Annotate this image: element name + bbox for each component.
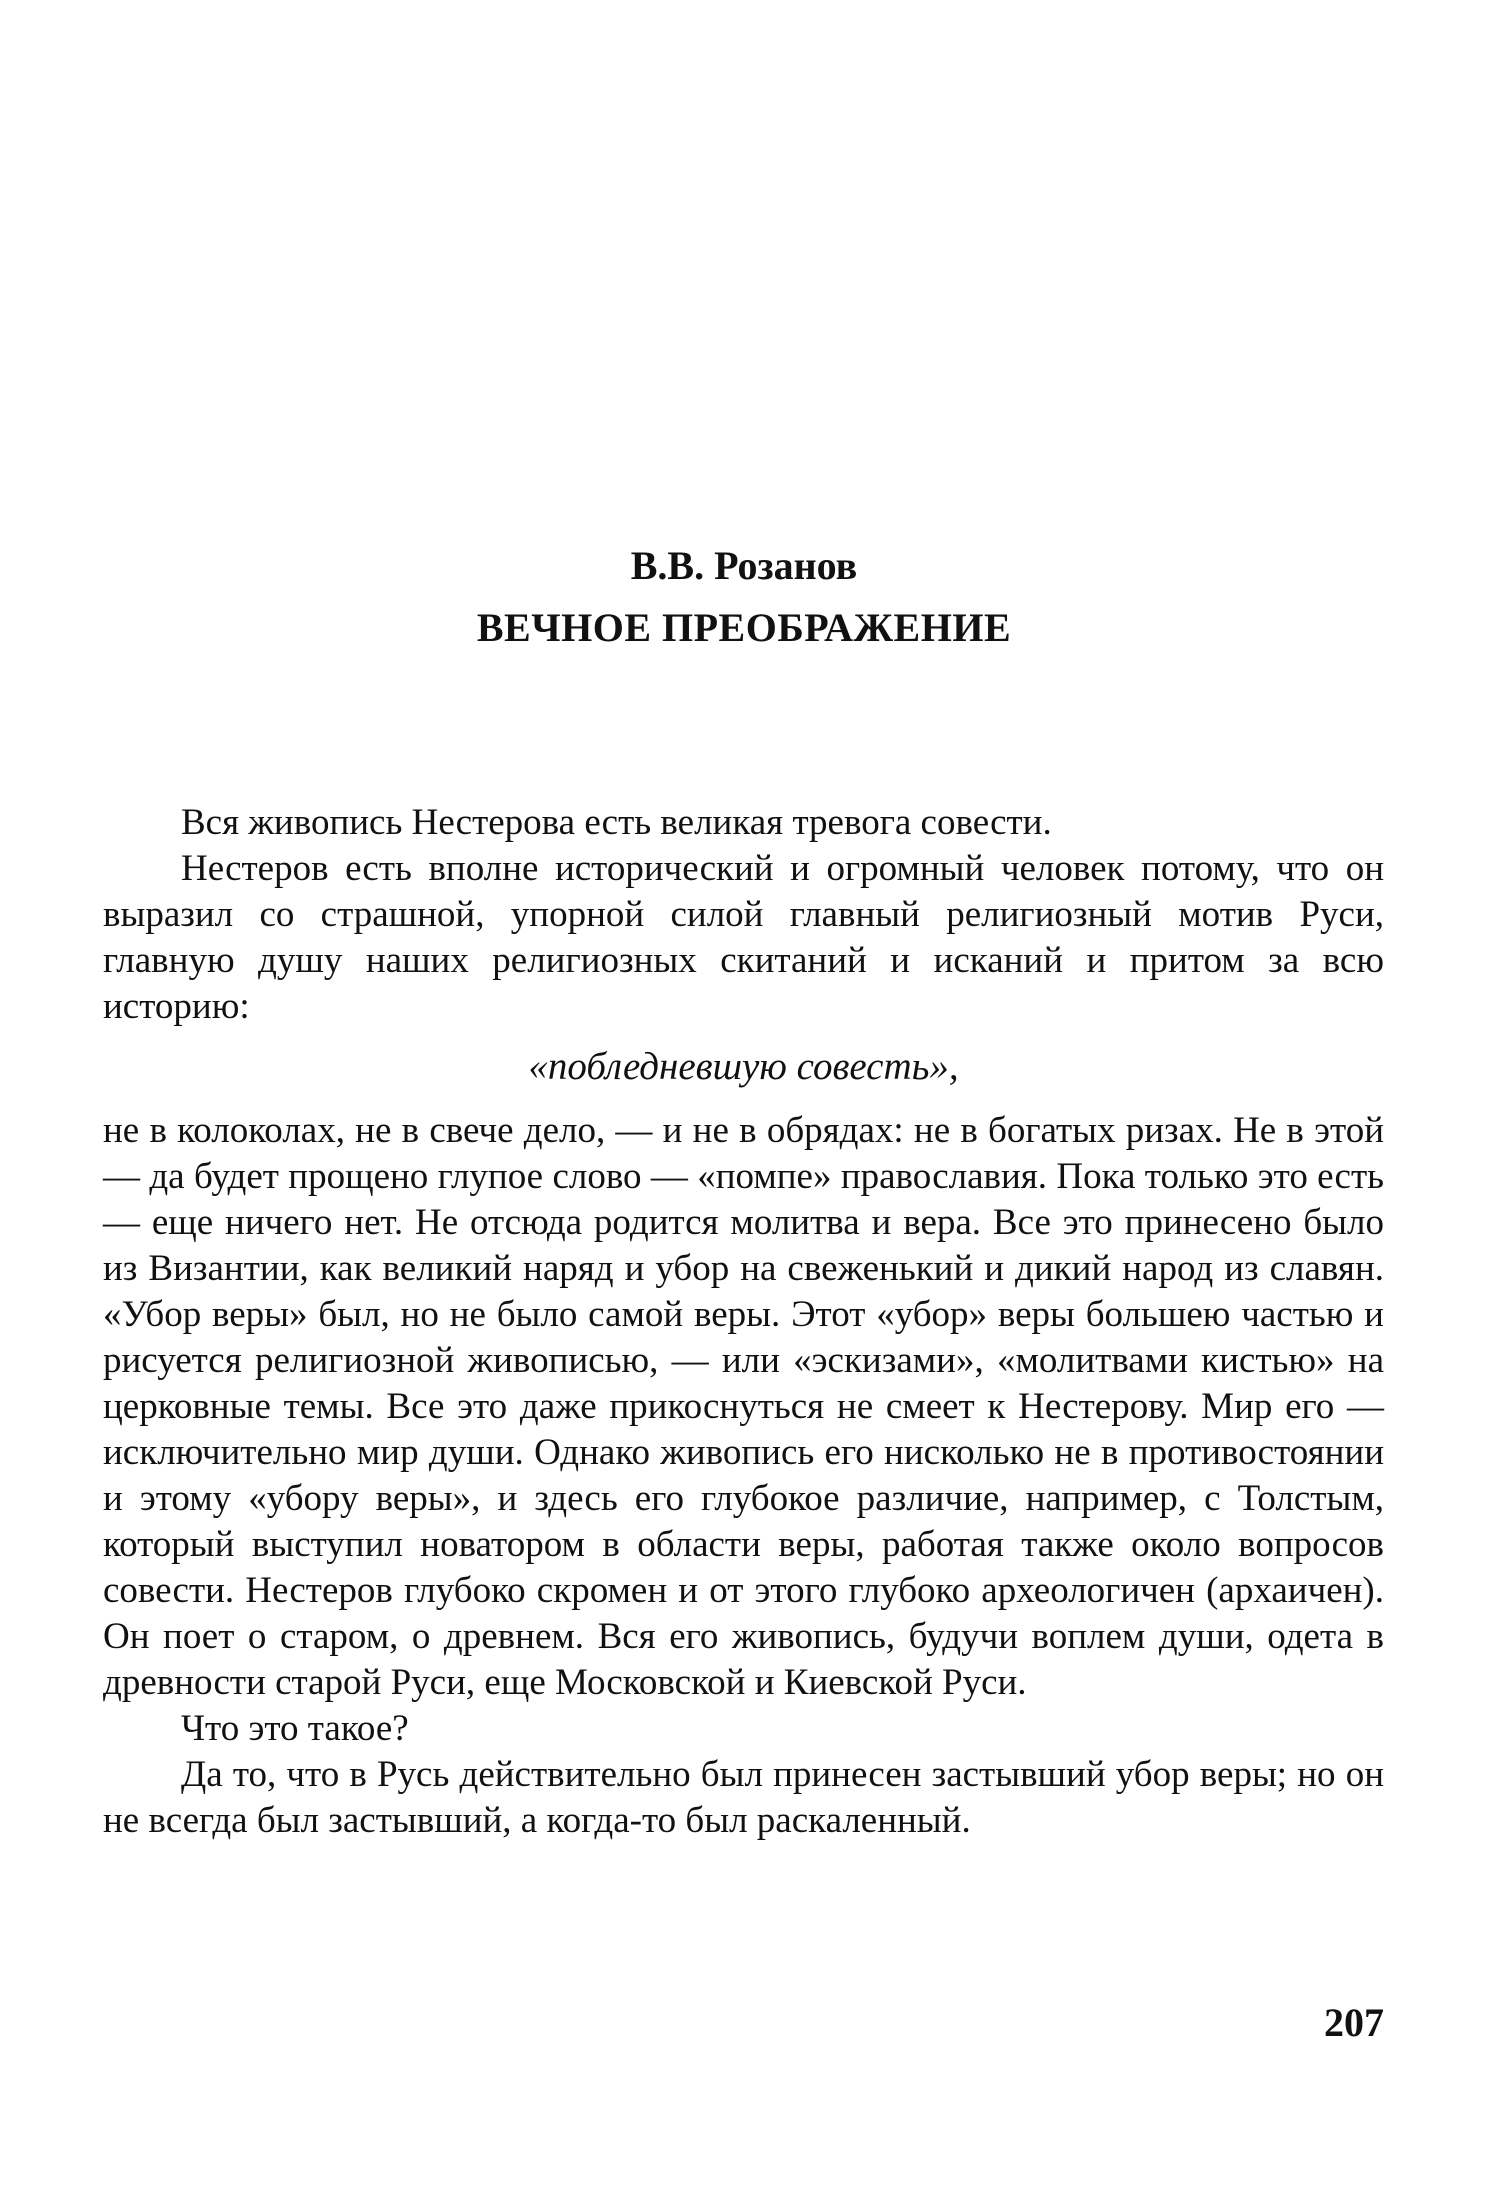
essay-body <box>103 800 1384 1844</box>
page-number: 207 <box>1324 2000 1384 2045</box>
italic-quote: «побледневшую совесть», <box>528 1045 959 1088</box>
author-name: В.В. Розанов <box>630 543 858 588</box>
paragraph: не в колоколах, не в свече дело, — и не в обрядах: не в богатых ризах. Не в этой — да будет прощено глупое слово — «помпе» православия. Пока только это есть — еще ничего нет. Не отсюда родится молитва и вера. Все это принесено было из Византии, как великий наряд и убор на свеженький и дикий народ из славян. «Убор веры» был, но не было самой веры. Этот «убор» веры большею частью и рисуется религиозной живописью, — или «эскизами», «молитвами кистью» на церковные темы. Все это даже прикоснуться не смеет к Нестерову. Мир его — исключительно мир души. Однако живопись его нисколько не в противостоянии и этому «убору веры», и здесь его глубокое различие, например, с Толстым, который выступил новатором в области веры, работая также около вопросов совести. Нестеров глубоко скромен и от этого глубоко археологичен (архаичен). Он поет о старом, о древнем. Вся его живопись, будучи воплем души, одета в древности старой Руси, еще Московской и Киевской Руси. <box>103 1110 1384 1703</box>
paragraph: Вся живопись Нестерова есть великая тревога совести. <box>181 802 1052 843</box>
paragraph: Нестеров есть вполне исторический и огромный человек потому, что он выразил со страшной, упорной силой главный религиозный мотив Руси, главную душу наших религиозных скитаний и исканий и притом за всю историю: <box>103 848 1384 1027</box>
paragraph: Что это такое? <box>181 1708 409 1749</box>
paragraph: Да то, что в Русь действительно был принесен застывший убор веры; но он не всегда был застывший, а когда-то был раскаленный. <box>103 1754 1384 1841</box>
essay-title: ВЕЧНОЕ ПРЕОБРАЖЕНИЕ <box>476 605 1012 650</box>
